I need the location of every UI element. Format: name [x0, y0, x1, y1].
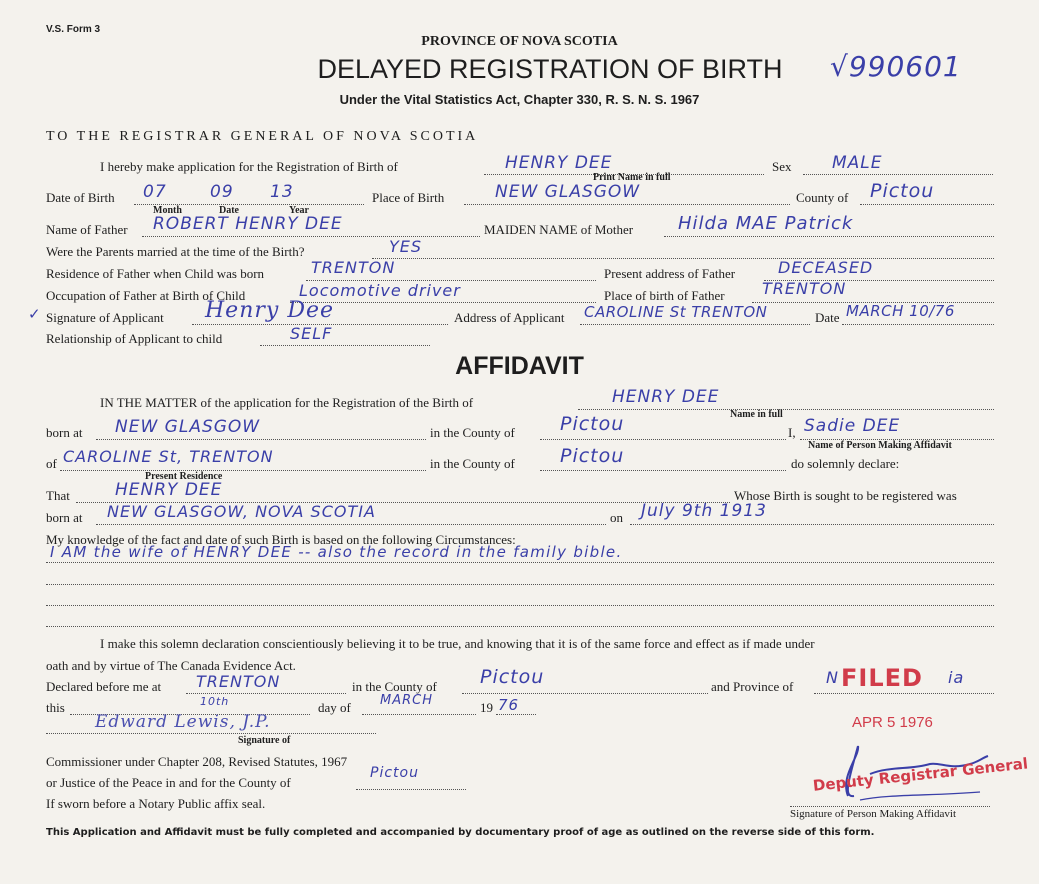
label-this: this — [46, 700, 65, 715]
jp-signature: Edward Lewis, J.P. — [95, 712, 271, 732]
document-title: DELAYED REGISTRATION OF BIRTH — [317, 54, 783, 84]
filed-stamp: FILED — [841, 664, 923, 692]
mother-name: Hilda MAE Patrick — [678, 213, 854, 234]
province-prefix: N — [826, 668, 839, 687]
father-name: ROBERT HENRY DEE — [153, 214, 343, 234]
label-declared: Declared before me at — [46, 679, 162, 694]
year-prefix: 19 — [480, 700, 493, 715]
year-value: 76 — [498, 696, 520, 714]
application-date: MARCH 10/76 — [846, 302, 955, 320]
dob-month: 07 — [143, 182, 167, 202]
checkmark: ✓ — [28, 305, 42, 323]
label-in-county-1: in the County of — [430, 425, 515, 440]
label-born-at: born at — [46, 425, 83, 440]
present-father: DECEASED — [778, 258, 874, 277]
label-father: Name of Father — [46, 222, 128, 237]
dob-year: 13 — [270, 182, 294, 202]
label-i: I, — [788, 425, 796, 440]
label-of: of — [46, 456, 57, 471]
label-dob: Date of Birth — [46, 190, 115, 205]
label-place: Place of Birth — [372, 190, 445, 205]
label-knowledge: My knowledge of the fact and date of such Birth is based on the following Circumstances: — [46, 532, 516, 547]
footer-note: This Application and Affidavit must be fully completed and accompanied by documentary proof of age as outlined on the reverse side of this form. — [46, 827, 875, 838]
deputy-registrar-stamp: Deputy Registrar General — [812, 754, 1029, 795]
label-occupation: Occupation of Father at Birth of Child — [46, 288, 246, 303]
label-signature-of: Signature of — [238, 735, 291, 746]
justice-line: or Justice of the Peace in and for the County of — [46, 775, 291, 790]
label-apply: I hereby make application for the Registration of Birth of — [100, 159, 398, 174]
affidavit-born-at: NEW GLASGOW — [115, 417, 261, 437]
affidavit-county-3: Pictou — [480, 666, 545, 688]
label-year: Year — [289, 205, 309, 216]
label-born-at-2: born at — [46, 510, 83, 525]
form-number: V.S. Form 3 — [46, 24, 101, 35]
label-name-full: Name in full — [730, 409, 783, 420]
label-that: That — [46, 488, 70, 503]
married-value: YES — [389, 237, 423, 256]
province-heading: PROVINCE OF NOVA SCOTIA — [421, 34, 618, 49]
label-whose-birth: Whose Birth is sought to be registered was — [734, 488, 957, 503]
notary-line: If sworn before a Notary Public affix seal. — [46, 796, 266, 811]
affidavit-county-2: Pictou — [560, 445, 625, 467]
label-address: Address of Applicant — [454, 310, 565, 325]
affidavit-title: AFFIDAVIT — [455, 352, 584, 380]
applicant-address: CAROLINE St TRENTON — [584, 303, 768, 321]
label-mother: MAIDEN NAME of Mother — [484, 222, 634, 237]
label-sex: Sex — [772, 159, 792, 174]
county-value: Pictou — [870, 180, 935, 202]
residence-father: TRENTON — [311, 258, 396, 277]
affidavit-county-4: Pictou — [370, 765, 419, 781]
label-deponent: Name of Person Making Affidavit — [808, 440, 952, 451]
label-province: and Province of — [711, 679, 794, 694]
label-residence-father: Residence of Father when Child was born — [46, 266, 265, 281]
label-in-county-2: in the County of — [430, 456, 515, 471]
label-date: Date — [219, 205, 239, 216]
affidavit-county-1: Pictou — [560, 413, 625, 435]
label-matter: IN THE MATTER of the application for the Registration of the Birth of — [100, 395, 474, 410]
label-day-of: day of — [318, 700, 351, 715]
label-in-county-3: in the County of — [352, 679, 437, 694]
birth-date: July 9th 1913 — [641, 501, 767, 521]
province-suffix: ia — [948, 668, 965, 687]
label-sig-person: Signature of Person Making Affidavit — [790, 808, 956, 820]
declaration-line-2: oath and by virtue of The Canada Evidence Act. — [46, 658, 296, 673]
to-registrar-line: TO THE REGISTRAR GENERAL OF NOVA SCOTIA — [46, 129, 479, 144]
date-stamp: APR 5 1976 — [852, 714, 933, 731]
label-present-father: Present address of Father — [604, 266, 736, 281]
circumstances-text: I AM the wife of HENRY DEE -- also the record in the family bible. — [50, 543, 623, 561]
document-subtitle: Under the Vital Statistics Act, Chapter 330, R. S. N. S. 1967 — [339, 92, 700, 107]
label-sig-applicant: Signature of Applicant — [46, 310, 164, 325]
label-print-name: Print Name in full — [593, 172, 671, 183]
affidavit-born-at-2: NEW GLASGOW, NOVA SCOTIA — [107, 502, 376, 521]
label-relationship: Relationship of Applicant to child — [46, 331, 223, 346]
registration-number: √990601 — [830, 50, 962, 83]
deponent-residence: CAROLINE St, TRENTON — [63, 447, 274, 466]
deponent-name: Sadie DEE — [804, 416, 901, 436]
label-month: Month — [153, 205, 182, 216]
label-county: County of — [796, 190, 849, 205]
label-declare: do solemnly declare: — [791, 456, 900, 471]
declared-at: TRENTON — [196, 672, 281, 691]
label-date-app: Date — [815, 310, 840, 325]
label-on: on — [610, 510, 623, 525]
sex-value: MALE — [832, 153, 883, 173]
place-of-birth: NEW GLASGOW — [495, 182, 641, 202]
that-name: HENRY DEE — [115, 480, 223, 500]
relationship-value: SELF — [290, 324, 333, 343]
label-birthplace-father: Place of birth of Father — [604, 288, 725, 303]
declaration-line-1: I make this solemn declaration conscientiously believing it to be true, and knowing that it is of the same force and effect as if made under — [100, 636, 815, 651]
applicant-signature: Henry Dee — [205, 298, 334, 323]
label-married: Were the Parents married at the time of the Birth? — [46, 244, 305, 259]
occupation-value: Locomotive driver — [299, 281, 461, 300]
dob-date: 09 — [210, 182, 234, 202]
birthplace-father: TRENTON — [762, 279, 847, 298]
affidavit-child-name: HENRY DEE — [612, 387, 720, 407]
month-value: MARCH — [380, 693, 433, 708]
child-name: HENRY DEE — [505, 153, 613, 173]
commissioner-line: Commissioner under Chapter 208, Revised Statutes, 1967 — [46, 754, 348, 769]
label-present-residence: Present Residence — [145, 471, 223, 482]
day-value: 10th — [200, 695, 230, 708]
